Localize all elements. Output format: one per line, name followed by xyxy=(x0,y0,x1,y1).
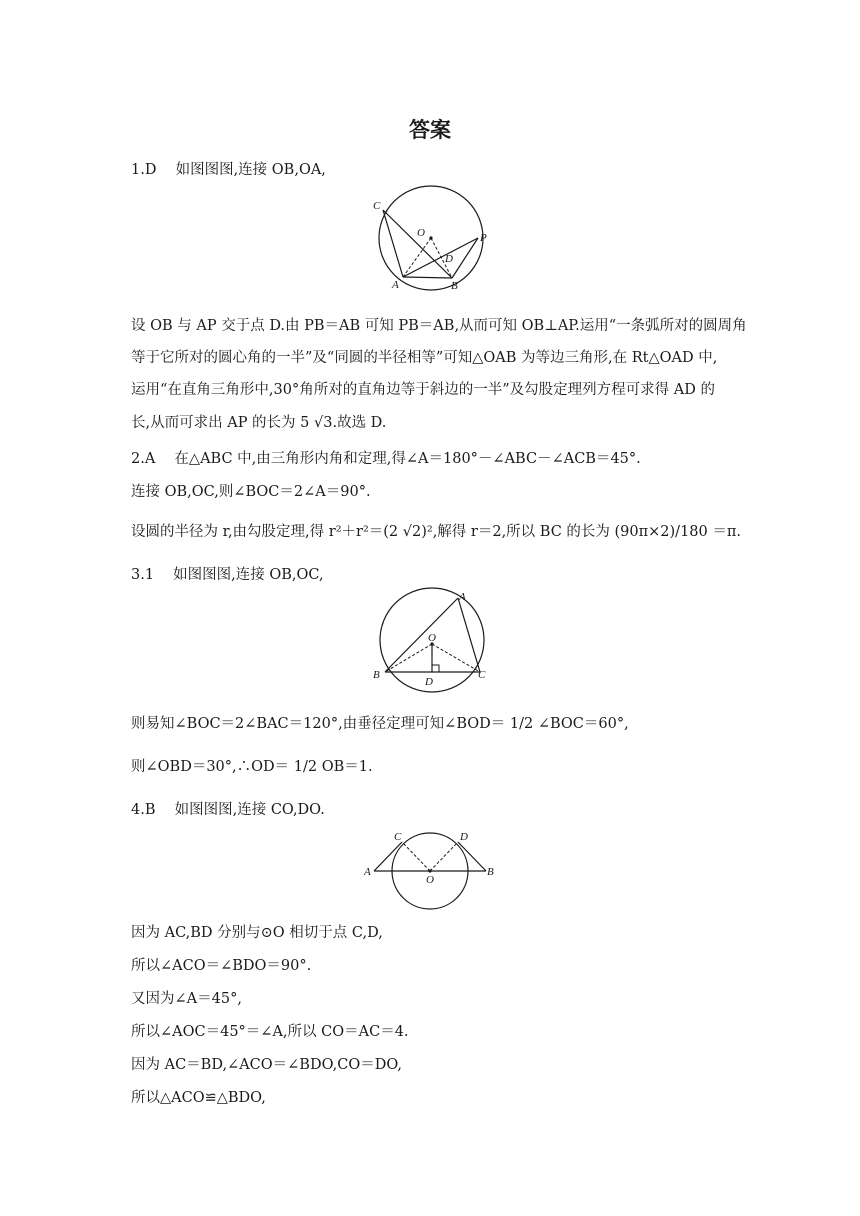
fig3-label-b: B xyxy=(487,866,494,878)
fig3-label-a: A xyxy=(364,866,371,878)
answer-1-line-2: 等于它所对的圆心角的一半”及“同圆的半径相等”可知△OAB 为等边三角形,在 Rt△OAD 中, xyxy=(131,350,718,366)
fig1-label-a: A xyxy=(392,279,399,291)
answer-1-line-3: 运用“在直角三角形中,30°角所对的直角边等于斜边的一半”及勾股定理列方程可求得 AD 的 xyxy=(131,382,715,398)
answer-3-line-2: 则∠OBD＝30°,∴OD＝ 1/2 OB＝1. xyxy=(131,759,373,775)
fig1-label-p: P xyxy=(480,232,487,244)
figure-2-circle-diagram xyxy=(370,590,495,690)
fig3-label-d: D xyxy=(460,831,468,843)
page-title: 答案 xyxy=(409,118,451,142)
fig3-label-c: C xyxy=(394,831,402,843)
answer-4-line-4: 所以∠AOC＝45°＝∠A,所以 CO＝AC＝4. xyxy=(131,1024,409,1040)
answer-3-heading: 3.1 如图图图,连接 OB,OC, xyxy=(131,567,324,583)
answer-4-line-3: 又因为∠A＝45°, xyxy=(131,991,242,1007)
fig1-label-c: C xyxy=(373,200,381,212)
answer-1-line-1: 设 OB 与 AP 交于点 D.由 PB＝AB 可知 PB＝AB,从而可知 OB⊥AP.运用“一条弧所对的圆周角 xyxy=(131,318,747,334)
answer-2-line-2: 设圆的半径为 r,由勾股定理,得 r²＋r²＝(2 √2)²,解得 r＝2,所以 BC 的长为 (90π×2)/180 ＝π. xyxy=(131,524,741,540)
answer-2-line-1: 连接 OB,OC,则∠BOC＝2∠A＝90°. xyxy=(131,484,371,500)
figure-3-circle-diagram xyxy=(360,826,505,916)
fig2-label-d: D xyxy=(425,676,433,688)
answer-2-heading: 2.A 在△ABC 中,由三角形内角和定理,得∠A＝180°－∠ABC－∠ACB＝45°. xyxy=(131,451,641,467)
fig1-label-b: B xyxy=(451,280,458,292)
figure-1-circle-diagram xyxy=(370,196,490,296)
answer-4-line-6: 所以△ACO≌△BDO, xyxy=(131,1090,266,1106)
fig2-label-a: A xyxy=(459,591,466,603)
fig1-label-d: D xyxy=(445,253,453,265)
fig1-label-o: O xyxy=(417,227,425,239)
answer-1-heading: 1.D 如图图图,连接 OB,OA, xyxy=(131,162,326,178)
answer-3-line-1: 则易知∠BOC＝2∠BAC＝120°,由垂径定理可知∠BOD＝ 1/2 ∠BOC＝60°, xyxy=(131,716,629,732)
fig2-label-o: O xyxy=(428,632,436,644)
fig3-label-o: O xyxy=(426,874,434,886)
answer-4-heading: 4.B 如图图图,连接 CO,DO. xyxy=(131,802,325,818)
fig2-label-b: B xyxy=(373,669,380,681)
answer-4-line-5: 因为 AC＝BD,∠ACO＝∠BDO,CO＝DO, xyxy=(131,1057,402,1073)
fig2-label-c: C xyxy=(478,669,486,681)
answer-1-line-4: 长,从而可求出 AP 的长为 5 √3.故选 D. xyxy=(131,415,387,431)
answer-4-line-2: 所以∠ACO＝∠BDO＝90°. xyxy=(131,958,312,974)
answer-4-line-1: 因为 AC,BD 分别与⊙O 相切于点 C,D, xyxy=(131,925,383,941)
